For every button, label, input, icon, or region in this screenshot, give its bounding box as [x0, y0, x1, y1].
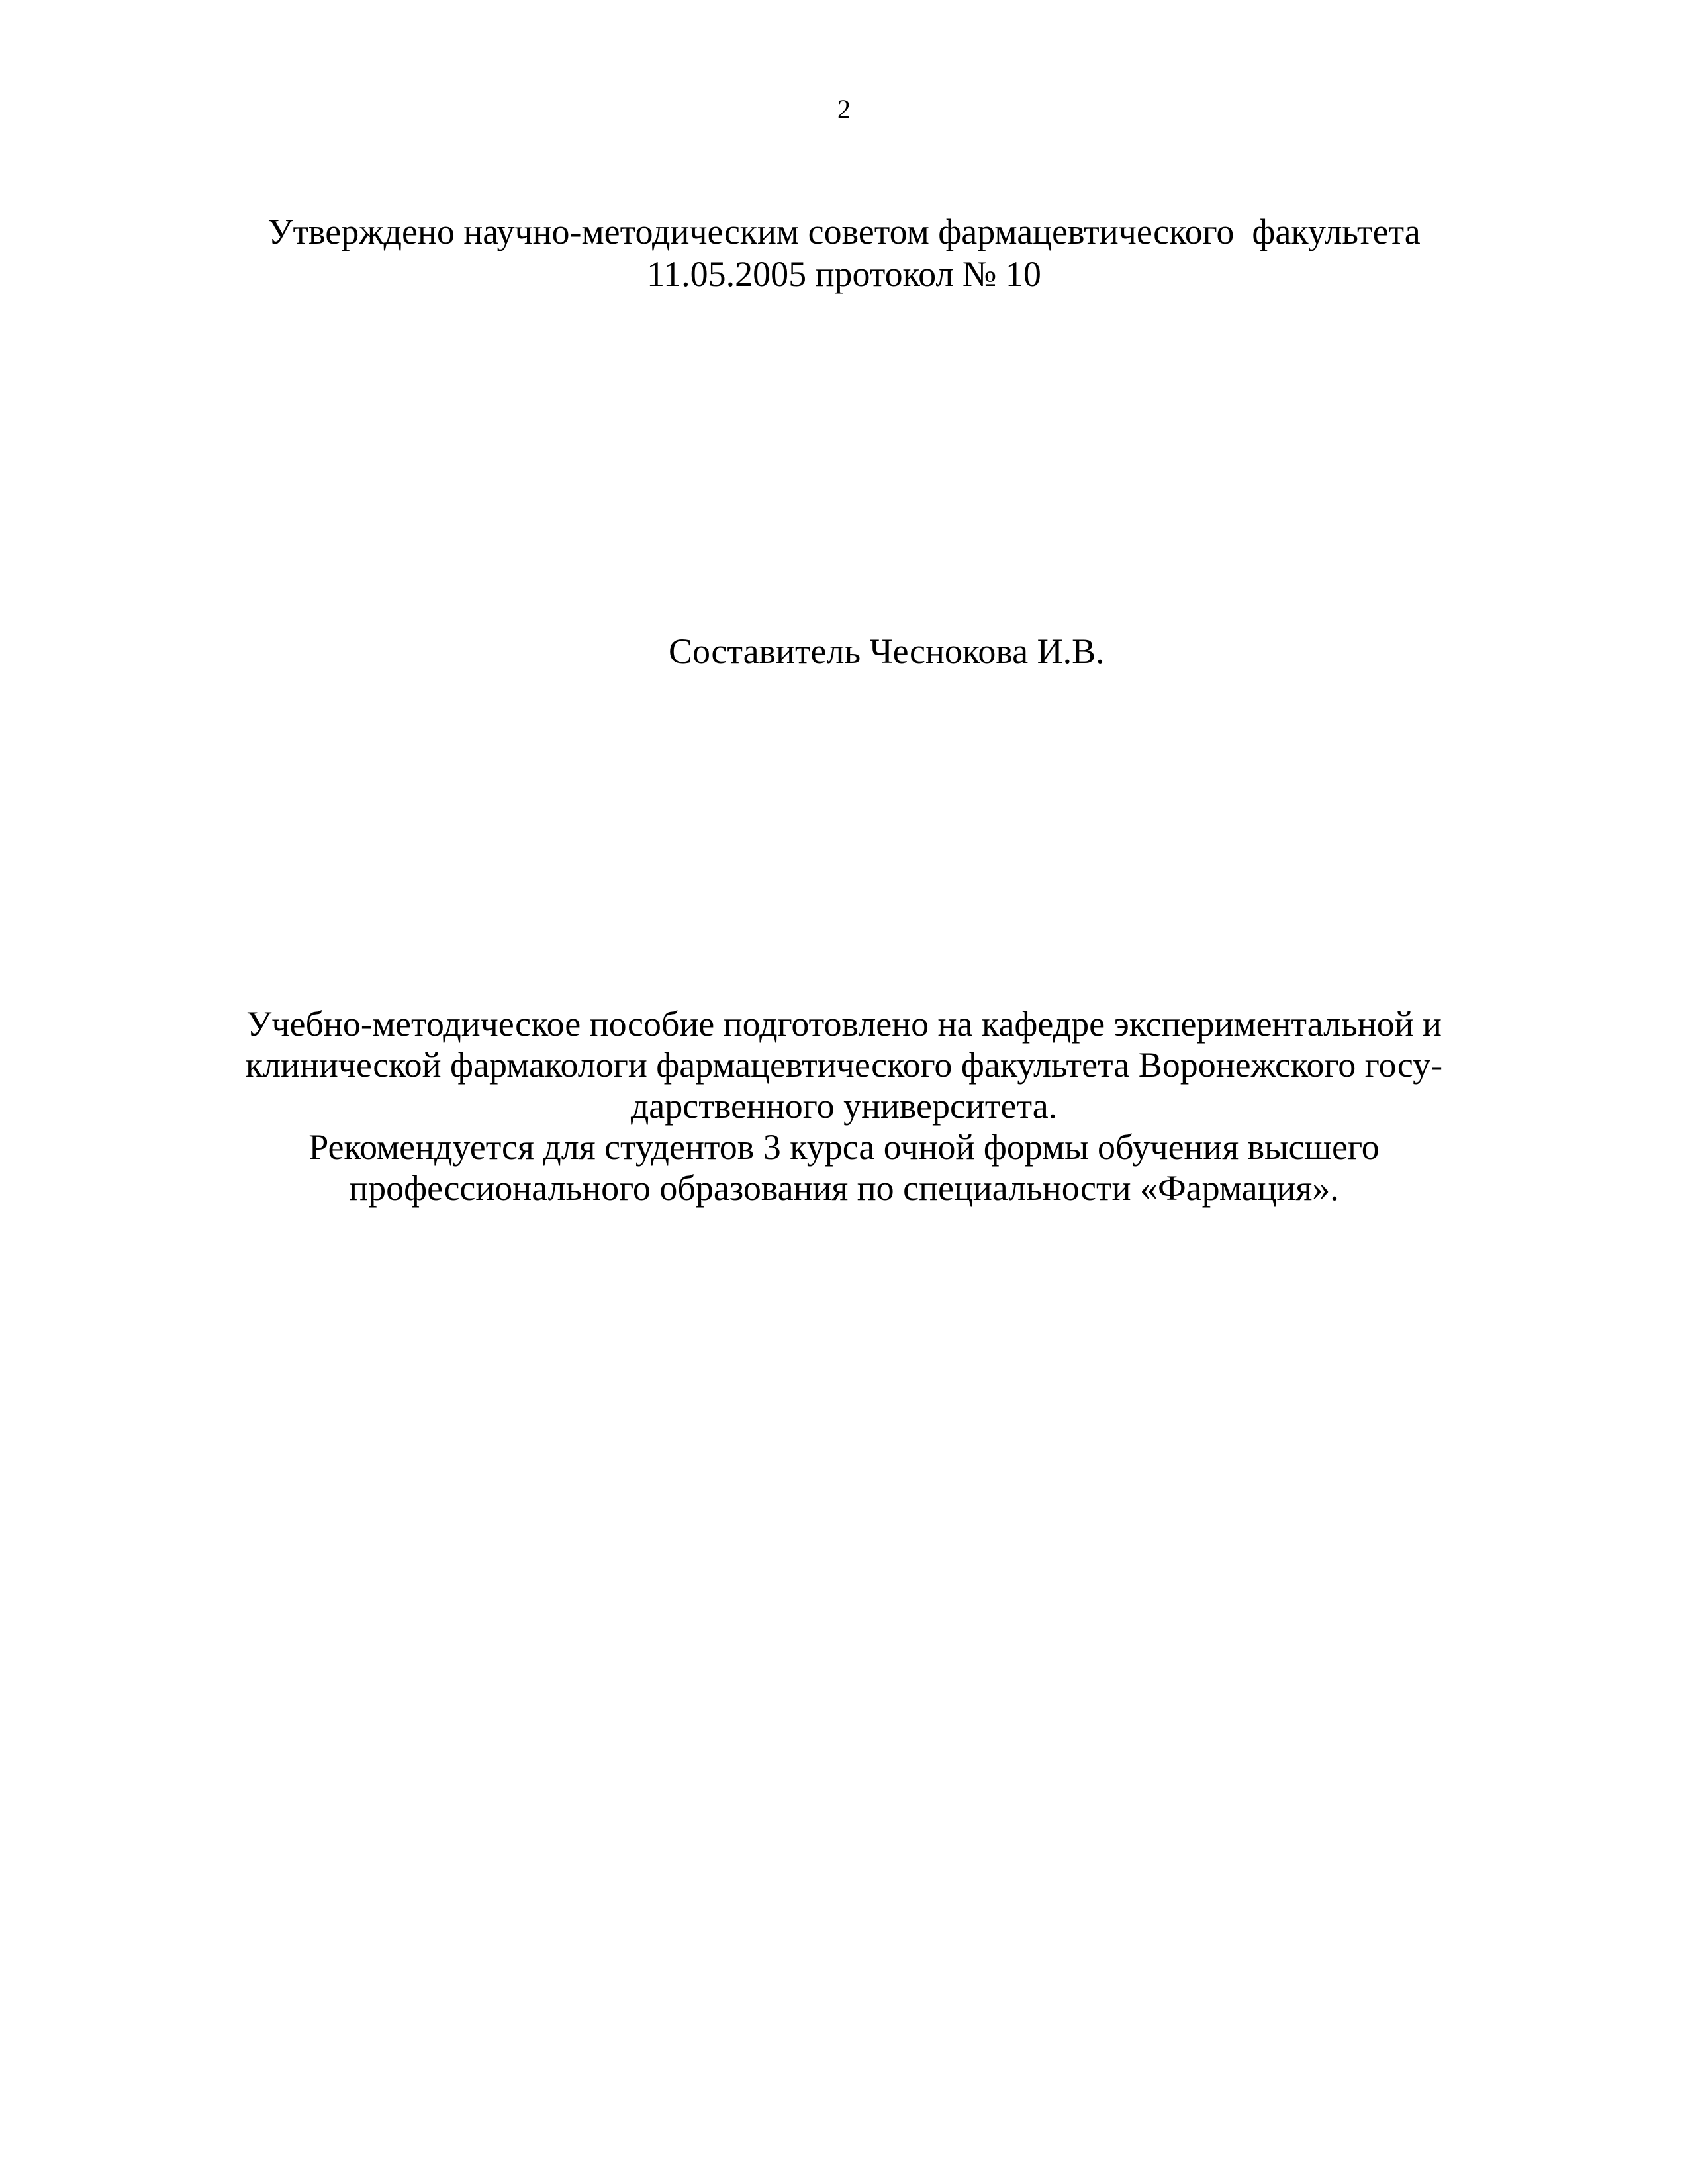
description-line-1: Учебно-методическое пособие подготовлено на кафедре экспериментальной и	[246, 1004, 1442, 1044]
description-line-2: клинической фармакологи фармацевтического факультета Воронежского госу-	[245, 1045, 1443, 1085]
page-number: 2	[837, 94, 851, 124]
description-line-5: профессионального образования по специальности «Фармация».	[349, 1168, 1339, 1208]
description-line-4: Рекомендуется для студентов 3 курса очной формы обучения высшего	[308, 1127, 1380, 1167]
compiler-line: Составитель Чеснокова И.В.	[669, 631, 1105, 671]
description-block	[0, 1003, 1688, 1208]
description-line-3: дарственного университета.	[630, 1086, 1058, 1126]
approval-line-2: 11.05.2005 протокол № 10	[647, 254, 1041, 294]
approval-block	[0, 210, 1688, 295]
approval-line-1: Утверждено научно-методическим советом фармацевтического факультета	[267, 212, 1421, 251]
